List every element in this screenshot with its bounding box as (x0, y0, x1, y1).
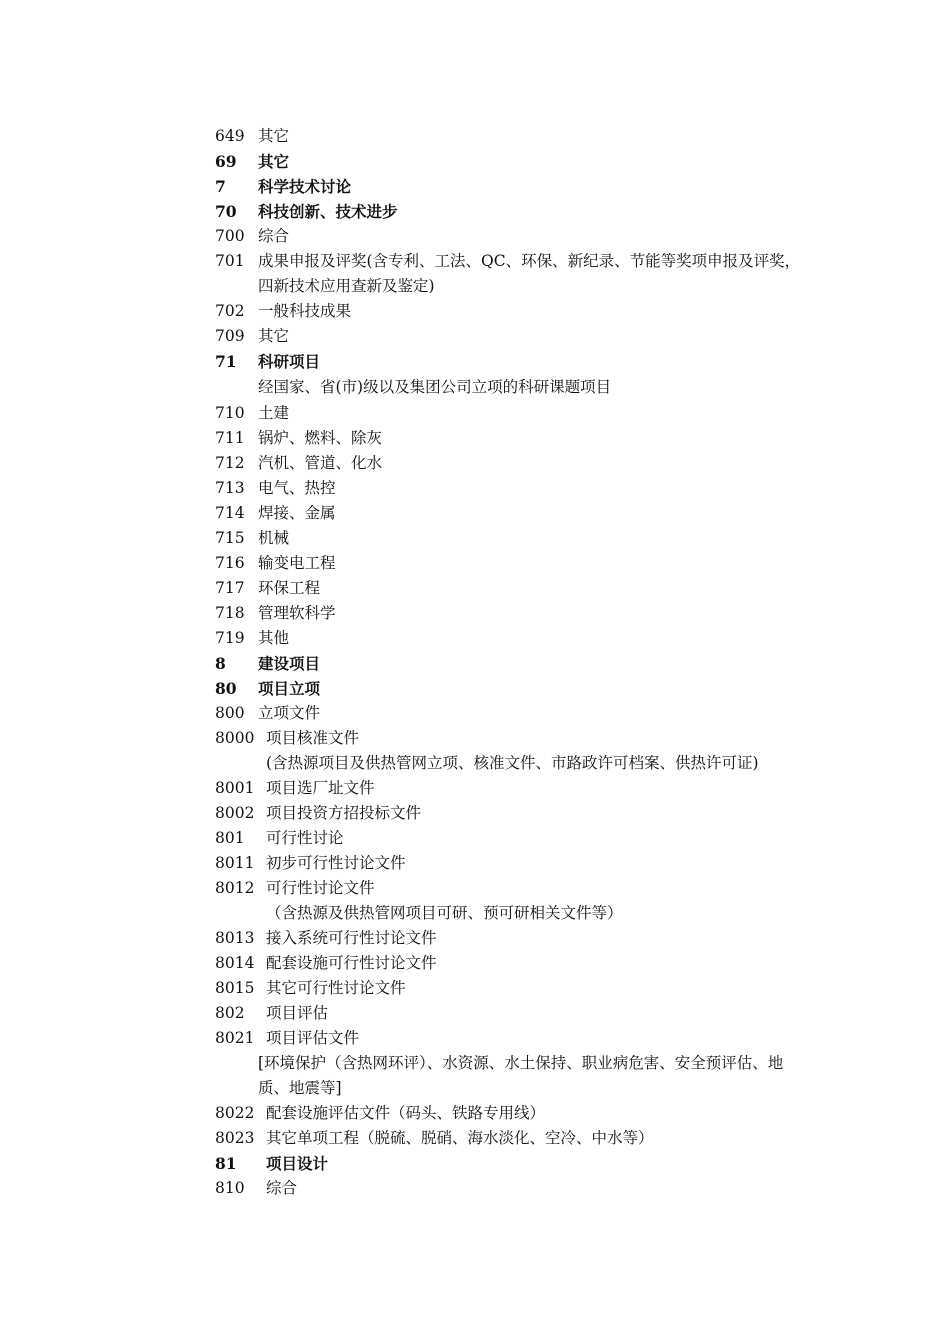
row-code: 710 (215, 404, 245, 422)
row-text: 项目选厂址文件 (266, 779, 375, 797)
classification-row (215, 1026, 815, 1051)
classification-row (215, 1126, 815, 1151)
row-text: 其它 (258, 127, 290, 145)
row-text: 可行性讨论 (266, 829, 344, 847)
classification-row (215, 124, 815, 149)
row-code: 8 (215, 654, 226, 673)
row-text: (含热源项目及供热管网立项、核准文件、市路政许可档案、供热许可证) (266, 754, 759, 772)
row-code: 649 (215, 127, 245, 145)
row-text: 机械 (258, 529, 290, 547)
row-text: 环保工程 (258, 579, 321, 597)
row-code: 801 (215, 829, 245, 847)
row-code: 711 (215, 429, 245, 447)
row-text: 项目立项 (258, 679, 321, 698)
row-code: 712 (215, 454, 245, 472)
row-text: 成果申报及评奖(含专利、工法、QC、环保、新纪录、节能等奖项申报及评奖，四新技术应用查新及鉴定) (258, 252, 801, 295)
classification-row (215, 601, 815, 626)
row-text: 初步可行性讨论文件 (266, 854, 406, 872)
row-text: 输变电工程 (258, 554, 336, 572)
row-code: 719 (215, 629, 245, 647)
classification-note (215, 1051, 815, 1101)
row-text: 科研项目 (258, 352, 321, 371)
row-text: 项目核准文件 (266, 729, 360, 747)
row-code: 8022 (215, 1104, 255, 1122)
row-code: 713 (215, 479, 245, 497)
classification-row (215, 1001, 815, 1026)
classification-note (215, 374, 815, 401)
classification-row (215, 401, 815, 426)
classification-row (215, 726, 815, 751)
classification-row (215, 776, 815, 801)
row-text: 其他 (258, 629, 290, 647)
row-text: 汽机、管道、化水 (258, 454, 383, 472)
classification-note (215, 901, 815, 926)
row-code: 69 (215, 152, 237, 171)
row-code: 709 (215, 327, 245, 345)
row-code: 714 (215, 504, 245, 522)
row-text: 焊接、金属 (258, 504, 336, 522)
row-code: 81 (215, 1154, 237, 1173)
classification-row (215, 701, 815, 726)
row-code: 800 (215, 704, 245, 722)
classification-row (215, 501, 815, 526)
row-text: 科技创新、技术进步 (258, 202, 398, 221)
classification-row (215, 626, 815, 651)
row-text: 一般科技成果 (258, 302, 352, 320)
row-text: 立项文件 (258, 704, 321, 722)
classification-row (215, 174, 815, 199)
row-code: 7 (215, 177, 226, 196)
row-code: 8023 (215, 1129, 255, 1147)
row-text: 电气、热控 (258, 479, 336, 497)
row-code: 718 (215, 604, 245, 622)
row-text: 其它 (258, 327, 290, 345)
classification-row (215, 976, 815, 1001)
classification-row (215, 1101, 815, 1126)
classification-row (215, 526, 815, 551)
classification-row (215, 551, 815, 576)
row-text: 项目评估 (266, 1004, 329, 1022)
row-code: 8014 (215, 954, 255, 972)
row-text: 配套设施评估文件（码头、铁路专用线） (266, 1104, 546, 1122)
classification-row (215, 199, 815, 224)
row-code: 8021 (215, 1029, 255, 1047)
row-code: 810 (215, 1179, 245, 1197)
classification-row (215, 651, 815, 676)
row-text: 项目投资方招投标文件 (266, 804, 422, 822)
document-body (215, 124, 815, 1201)
row-code: 701 (215, 252, 245, 270)
row-code: 715 (215, 529, 245, 547)
classification-row (215, 926, 815, 951)
classification-row (215, 801, 815, 826)
row-code: 8001 (215, 779, 255, 797)
classification-row (215, 826, 815, 851)
row-code: 8012 (215, 879, 255, 897)
row-text: 建设项目 (258, 654, 321, 673)
row-text: 锅炉、燃料、除灰 (258, 429, 383, 447)
row-text: 综合 (266, 1179, 298, 1197)
row-text: （含热源及供热管网项目可研、预可研相关文件等） (266, 904, 623, 922)
classification-row (215, 451, 815, 476)
row-text: 配套设施可行性讨论文件 (266, 954, 437, 972)
classification-row (215, 324, 815, 349)
classification-row (215, 851, 815, 876)
classification-row (215, 951, 815, 976)
classification-row (215, 876, 815, 901)
row-text: 可行性讨论文件 (266, 879, 375, 897)
row-text: 经国家、省(市)级以及集团公司立项的科研课题项目 (258, 378, 612, 396)
classification-row (215, 349, 815, 374)
row-text: 管理软科学 (258, 604, 336, 622)
row-code: 802 (215, 1004, 245, 1022)
row-text: 接入系统可行性讨论文件 (266, 929, 437, 947)
row-code: 8000 (215, 729, 255, 747)
row-text: 其它 (258, 152, 290, 171)
row-text: [环境保护（含热网环评）、水资源、水土保持、职业病危害、安全预评估、地质、地震等] (258, 1054, 784, 1097)
row-code: 70 (215, 202, 237, 221)
classification-row (215, 224, 815, 249)
row-code: 8013 (215, 929, 255, 947)
row-code: 80 (215, 679, 237, 698)
row-text: 综合 (258, 227, 290, 245)
row-code: 700 (215, 227, 245, 245)
row-text: 项目评估文件 (266, 1029, 360, 1047)
row-text: 其它单项工程（脱硫、脱硝、海水淡化、空冷、中水等） (266, 1129, 654, 1147)
row-text: 土建 (258, 404, 290, 422)
classification-note (215, 751, 815, 776)
row-code: 71 (215, 352, 237, 371)
classification-row (215, 426, 815, 451)
classification-row (215, 676, 815, 701)
row-text: 项目设计 (266, 1154, 329, 1173)
row-code: 8002 (215, 804, 255, 822)
row-code: 8011 (215, 854, 255, 872)
row-code: 702 (215, 302, 245, 320)
row-code: 717 (215, 579, 245, 597)
classification-row (215, 576, 815, 601)
classification-row (215, 1151, 815, 1176)
row-code: 716 (215, 554, 245, 572)
classification-row (215, 299, 815, 324)
classification-row (215, 476, 815, 501)
row-text: 其它可行性讨论文件 (266, 979, 406, 997)
classification-row (215, 249, 815, 299)
row-text: 科学技术讨论 (258, 177, 352, 196)
classification-row (215, 149, 815, 174)
row-code: 8015 (215, 979, 255, 997)
classification-row (215, 1176, 815, 1201)
